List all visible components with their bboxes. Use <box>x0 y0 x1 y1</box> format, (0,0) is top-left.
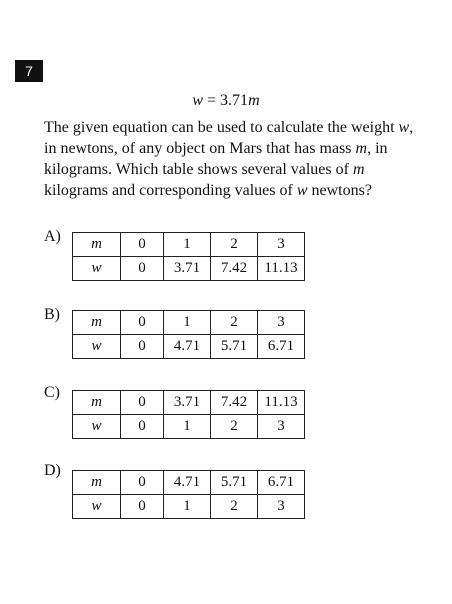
row-variable: m <box>73 311 121 335</box>
table-cell: 6.71 <box>258 471 305 495</box>
table-cell: 11.13 <box>258 391 305 415</box>
row-variable: w <box>73 335 121 359</box>
table-row <box>73 233 305 257</box>
table-cell: 2 <box>211 495 258 519</box>
equation-lhs-variable: w <box>192 92 204 109</box>
table-cell: 5.71 <box>211 335 258 359</box>
row-variable: w <box>73 495 121 519</box>
table-cell: 3.71 <box>164 257 211 281</box>
table-cell: 0 <box>121 495 164 519</box>
table-row <box>73 311 305 335</box>
choice-d-table[interactable] <box>72 470 305 519</box>
table-cell: 3 <box>258 495 305 519</box>
choice-d-letter[interactable]: D) <box>44 462 61 479</box>
table-cell: 3 <box>258 415 305 439</box>
table-cell: 0 <box>121 471 164 495</box>
choice-c-letter[interactable]: C) <box>44 384 60 401</box>
table-cell: 0 <box>121 391 164 415</box>
table-row <box>73 415 305 439</box>
table-row <box>73 495 305 519</box>
table-cell: 4.71 <box>164 471 211 495</box>
table-cell: 1 <box>164 233 211 257</box>
table-cell: 0 <box>121 311 164 335</box>
table-cell: 1 <box>164 311 211 335</box>
table-cell: 0 <box>121 415 164 439</box>
table-cell: 3 <box>258 233 305 257</box>
table-cell: 0 <box>121 335 164 359</box>
table-cell: 3.71 <box>164 391 211 415</box>
table-cell: 4.71 <box>164 335 211 359</box>
choice-b-letter[interactable]: B) <box>44 306 60 323</box>
table-cell: 1 <box>164 415 211 439</box>
table-row <box>73 335 305 359</box>
table-cell: 1 <box>164 495 211 519</box>
prompt-text-5: newtons? <box>307 182 372 199</box>
table-cell: 0 <box>121 257 164 281</box>
choice-a-table[interactable] <box>72 232 305 281</box>
table-cell: 7.42 <box>211 257 258 281</box>
prompt-var-3: m <box>352 161 365 178</box>
table-cell: 6.71 <box>258 335 305 359</box>
table-cell: 11.13 <box>258 257 305 281</box>
table-cell: 2 <box>211 311 258 335</box>
choice-b-table[interactable] <box>72 310 305 359</box>
prompt-var-4: w <box>296 182 308 199</box>
question-number: 7 <box>15 60 43 82</box>
table-row <box>73 257 305 281</box>
row-variable: m <box>73 391 121 415</box>
choice-c-table[interactable] <box>72 390 305 439</box>
table-row <box>73 391 305 415</box>
table-cell: 0 <box>121 233 164 257</box>
table-cell: 2 <box>211 233 258 257</box>
row-variable: w <box>73 257 121 281</box>
question-prompt <box>44 117 414 201</box>
table-cell: 5.71 <box>211 471 258 495</box>
row-variable: m <box>73 471 121 495</box>
row-variable: m <box>73 233 121 257</box>
table-cell: 3 <box>258 311 305 335</box>
equation-middle: = 3.71 <box>203 92 249 109</box>
table-cell: 7.42 <box>211 391 258 415</box>
prompt-text-3: , in kilograms. Which table shows several values of <box>44 140 388 178</box>
table-cell: 2 <box>211 415 258 439</box>
prompt-text-2: , in newtons, of any object on Mars that has mass <box>44 119 414 157</box>
prompt-text-1: The given equation can be used to calculate the weight <box>44 119 399 136</box>
prompt-var-1: w <box>398 119 410 136</box>
prompt-var-2: m <box>355 140 368 157</box>
prompt-text-4: kilograms and corresponding values of <box>44 182 297 199</box>
table-row <box>73 471 305 495</box>
choice-a-letter[interactable]: A) <box>44 228 61 245</box>
row-variable: w <box>73 415 121 439</box>
given-equation <box>0 92 452 110</box>
equation-rhs-variable: m <box>248 92 260 109</box>
